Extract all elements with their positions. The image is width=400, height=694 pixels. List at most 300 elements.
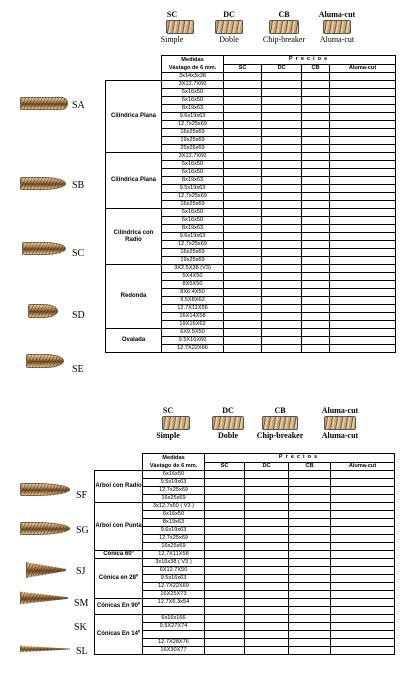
col-aluma-header: Aluma-cut <box>330 64 396 73</box>
price-cell <box>330 169 396 177</box>
price-cell <box>302 273 330 281</box>
price-cell <box>245 503 289 511</box>
price-cell <box>331 631 395 639</box>
table-row <box>95 551 395 559</box>
medidas-header: Medidas Vástago de 6 mm. <box>162 56 224 73</box>
col-sc-header: SC <box>224 64 262 73</box>
col-dc-header: DC <box>262 64 302 73</box>
price-cell <box>331 623 395 631</box>
price-cell <box>224 81 262 89</box>
price-cell <box>331 583 395 591</box>
price-cell <box>205 607 245 615</box>
col-aluma-header: Aluma-cut <box>331 462 395 471</box>
cut-cb <box>252 406 308 440</box>
price-cell <box>224 297 262 305</box>
price-cell <box>331 511 395 519</box>
price-cell <box>224 145 262 153</box>
price-cell <box>262 297 302 305</box>
cut-code: DC <box>222 406 234 415</box>
price-cell <box>245 575 289 583</box>
measure-cell: 25x26x69 <box>162 145 224 153</box>
measure-cell: 12.7X11X56 <box>162 305 224 313</box>
price-cell <box>330 273 396 281</box>
price-cell <box>224 177 262 185</box>
price-cell <box>331 607 395 615</box>
cut-bit-image <box>162 416 190 430</box>
price-cell <box>302 129 330 137</box>
price-cell <box>224 337 262 345</box>
price-cell <box>330 129 396 137</box>
cut-bit-image <box>269 20 299 34</box>
price-cell <box>289 559 331 567</box>
measure-cell: 8x19x63 <box>162 105 224 113</box>
price-cell <box>330 177 396 185</box>
measure-cell: 9.6x19x63 <box>162 233 224 241</box>
tool-code-label: SM <box>74 598 89 609</box>
measure-cell: 16x25x69 <box>162 201 224 209</box>
price-cell <box>205 551 245 559</box>
price-cell <box>302 337 330 345</box>
price-cell <box>302 145 330 153</box>
measure-cell: 6x16x50 <box>162 97 224 105</box>
price-cell <box>302 73 330 81</box>
table-row <box>95 503 395 511</box>
price-cell <box>289 647 331 655</box>
price-cell <box>330 257 396 265</box>
col-dc-header: DC <box>245 462 289 471</box>
price-cell <box>262 73 302 81</box>
measure-cell: 9.5x19x63 <box>143 479 205 487</box>
price-cell <box>302 313 330 321</box>
price-cell <box>330 289 396 297</box>
price-cell <box>245 583 289 591</box>
measure-cell: 9.6x19x63 <box>143 527 205 535</box>
price-cell <box>330 145 396 153</box>
price-cell <box>330 185 396 193</box>
price-cell <box>331 487 395 495</box>
price-cell <box>330 281 396 289</box>
price-cell <box>262 105 302 113</box>
price-cell <box>302 185 330 193</box>
price-cell <box>262 241 302 249</box>
cut-aluma <box>312 10 362 44</box>
tool-code-label: SB <box>72 180 85 191</box>
price-cell <box>331 503 395 511</box>
price-cell <box>205 495 245 503</box>
measure-cell: 6x16x50 <box>162 169 224 177</box>
measure-cell: 8x19x63 <box>162 225 224 233</box>
price-cell <box>331 479 395 487</box>
tool-code-label: SE <box>72 364 84 375</box>
price-cell <box>330 337 396 345</box>
price-cell <box>302 257 330 265</box>
group-name-cell: Arbol con Radio <box>95 471 143 503</box>
measure-cell: 3x12,7x50 ( V3 ) <box>143 503 205 511</box>
price-cell <box>302 193 330 201</box>
price-cell <box>302 345 330 353</box>
price-cell <box>224 73 262 81</box>
price-cell <box>205 599 245 607</box>
price-cell <box>330 233 396 241</box>
price-cell <box>330 225 396 233</box>
measure-cell: 6x16x50 <box>143 511 205 519</box>
price-cell <box>245 471 289 479</box>
price-cell <box>205 567 245 575</box>
price-cell <box>262 305 302 313</box>
price-cell <box>205 583 245 591</box>
price-cell <box>289 615 331 623</box>
price-cell <box>205 591 245 599</box>
price-cell <box>331 495 395 503</box>
table-row <box>106 153 396 161</box>
price-cell <box>224 153 262 161</box>
col-sc-header: SC <box>205 462 245 471</box>
price-cell <box>205 559 245 567</box>
price-cell <box>302 329 330 337</box>
measure-cell: 16X30X77 <box>143 647 205 655</box>
price-cell <box>224 97 262 105</box>
price-cell <box>224 161 262 169</box>
measure-cell: 5x16x50 <box>162 161 224 169</box>
measure-cell: 6x16x166 <box>143 615 205 623</box>
cut-bit-image <box>166 20 194 34</box>
price-cell <box>245 607 289 615</box>
price-cell <box>224 225 262 233</box>
price-cell <box>262 177 302 185</box>
price-cell <box>262 113 302 121</box>
measure-cell <box>143 607 205 615</box>
measure-cell: 6x16x50 <box>162 217 224 225</box>
price-cell <box>224 241 262 249</box>
measure-cell: 9.5x19x63 <box>162 185 224 193</box>
price-cell <box>224 113 262 121</box>
col-cb-header: CB <box>289 462 331 471</box>
price-cell <box>205 503 245 511</box>
measure-cell <box>143 631 205 639</box>
price-cell <box>289 511 331 519</box>
price-cell <box>262 145 302 153</box>
price-cell <box>245 623 289 631</box>
price-cell <box>245 535 289 543</box>
price-cell <box>245 527 289 535</box>
price-cell <box>289 639 331 647</box>
price-cell <box>330 305 396 313</box>
measure-cell: 8X6.4X50 <box>162 289 224 297</box>
price-cell <box>302 177 330 185</box>
price-cell <box>330 97 396 105</box>
cut-cb <box>258 10 310 44</box>
measure-cell: 3x14x3x38 <box>162 73 224 81</box>
price-cell <box>331 559 395 567</box>
price-cell <box>289 543 331 551</box>
price-cell <box>302 209 330 217</box>
price-cell <box>262 249 302 257</box>
group-name-cell: Cónica 60º <box>95 551 143 559</box>
price-cell <box>245 543 289 551</box>
cut-bit-image <box>323 20 351 34</box>
price-cell <box>205 647 245 655</box>
price-cell <box>331 543 395 551</box>
measure-cell: 12.7X22X66 <box>162 345 224 353</box>
table-row <box>95 471 395 479</box>
price-cell <box>289 471 331 479</box>
price-cell <box>245 487 289 495</box>
price-cell <box>302 121 330 129</box>
price-cell <box>224 321 262 329</box>
measure-cell: 12,7x25x69 <box>143 487 205 495</box>
price-cell <box>289 567 331 575</box>
price-cell <box>331 527 395 535</box>
measure-cell: 16x25x69 <box>143 543 205 551</box>
measure-cell: 19X16X62 <box>162 321 224 329</box>
measure-cell: 3X2,5X38 (V3) <box>162 265 224 273</box>
cut-name: Doble <box>218 431 238 440</box>
price-cell <box>330 265 396 273</box>
price-cell <box>331 639 395 647</box>
cut-name: Simple <box>160 35 184 44</box>
measure-cell: 12.7X22X69 <box>143 583 205 591</box>
price-cell <box>330 241 396 249</box>
table-row <box>106 329 396 337</box>
measure-cell: 16X25X73 <box>143 591 205 599</box>
price-cell <box>245 479 289 487</box>
group-name-cell: Cilíndrica Plana <box>106 81 162 153</box>
price-cell <box>302 137 330 145</box>
price-cell <box>330 161 396 169</box>
price-cell <box>224 193 262 201</box>
price-cell <box>289 479 331 487</box>
price-cell <box>205 519 245 527</box>
measure-cell: 6X12.7X50 <box>143 567 205 575</box>
measure-cell: 8x19x63 <box>143 519 205 527</box>
measure-cell: 16x25x69 <box>143 495 205 503</box>
tool-code-label: SG <box>76 525 89 536</box>
price-cell <box>262 129 302 137</box>
price-cell <box>330 209 396 217</box>
price-cell <box>245 551 289 559</box>
price-cell <box>330 137 396 145</box>
price-cell <box>289 495 331 503</box>
price-cell <box>331 599 395 607</box>
price-cell <box>245 511 289 519</box>
price-cell <box>262 169 302 177</box>
tool-code-label: SJ <box>76 566 86 577</box>
cut-code: SC <box>162 406 174 415</box>
price-cell <box>245 615 289 623</box>
measure-cell: 12,7x25x69 <box>143 535 205 543</box>
group-name-cell: Ovalada <box>106 329 162 353</box>
price-cell <box>289 583 331 591</box>
cut-dc <box>210 10 248 44</box>
price-cell <box>262 97 302 105</box>
cut-name: Aluma-cut <box>321 431 359 440</box>
measure-cell: 9.6x19x63 <box>162 113 224 121</box>
measure-cell: 5X4X50 <box>162 273 224 281</box>
burr-sf-image <box>20 483 70 496</box>
price-cell <box>262 185 302 193</box>
measure-cell: 9.5X16X60 <box>162 337 224 345</box>
group-name-cell: Redonda <box>106 265 162 329</box>
price-cell <box>289 551 331 559</box>
price-cell <box>262 201 302 209</box>
price-cell <box>330 217 396 225</box>
price-cell <box>330 89 396 97</box>
price-cell <box>289 503 331 511</box>
burr-sa-image <box>20 97 68 110</box>
price-cell <box>262 281 302 289</box>
price-cell <box>224 129 262 137</box>
group-name-cell: Cilíndrica Plana <box>106 153 162 209</box>
price-cell <box>302 113 330 121</box>
price-cell <box>262 225 302 233</box>
price-table-bottom <box>94 453 395 655</box>
price-cell <box>205 631 245 639</box>
price-cell <box>289 575 331 583</box>
price-cell <box>245 559 289 567</box>
cut-code: SC <box>166 10 178 19</box>
tool-code-label: SC <box>72 248 85 259</box>
price-cell <box>330 329 396 337</box>
cut-bit-image <box>212 416 244 430</box>
price-cell <box>262 321 302 329</box>
table-row <box>95 599 395 607</box>
price-cell <box>302 97 330 105</box>
price-cell <box>205 527 245 535</box>
price-cell <box>262 313 302 321</box>
price-cell <box>205 543 245 551</box>
measure-cell: 12.7X28X76 <box>143 639 205 647</box>
price-cell <box>224 281 262 289</box>
group-name-cell: Cónica en 28º <box>95 559 143 599</box>
price-cell <box>245 591 289 599</box>
tool-code-label: SA <box>72 100 85 111</box>
cut-name: Chip-breaker <box>256 431 304 440</box>
measure-cell: 9.5x16x63 <box>143 575 205 583</box>
burr-sg-image <box>20 522 70 535</box>
price-cell <box>302 265 330 273</box>
cut-bit-image <box>262 416 298 430</box>
price-cell <box>302 161 330 169</box>
price-cell <box>245 599 289 607</box>
measure-cell: 16X14X58 <box>162 313 224 321</box>
price-cell <box>302 281 330 289</box>
price-cell <box>224 105 262 113</box>
measure-cell: 19x25x69 <box>162 137 224 145</box>
measure-cell: 16x25x69 <box>162 249 224 257</box>
price-cell <box>224 233 262 241</box>
price-cell <box>331 551 395 559</box>
medidas-header: Medidas Vástago de 6 mm. <box>143 454 205 471</box>
cut-name: Aluma-cut <box>319 35 355 44</box>
price-cell <box>302 217 330 225</box>
measure-cell: 5x16x50 <box>162 89 224 97</box>
cut-code: Aluma-cut <box>318 10 356 19</box>
measure-cell: 3x16x38 ( V3 ) <box>143 559 205 567</box>
price-cell <box>224 329 262 337</box>
measure-cell: 12,7X11X58 <box>143 551 205 559</box>
cut-sc <box>148 406 188 440</box>
measure-cell: 8x19x63 <box>162 177 224 185</box>
price-cell <box>302 169 330 177</box>
price-cell <box>224 201 262 209</box>
measure-cell: 19x25x69 <box>162 257 224 265</box>
measure-cell: 6x16x50 <box>143 471 205 479</box>
cut-name: Doble <box>219 35 239 44</box>
cut-code: DC <box>223 10 235 19</box>
burr-sj-image <box>26 560 66 580</box>
price-cell <box>262 233 302 241</box>
price-cell <box>262 329 302 337</box>
price-cell <box>245 631 289 639</box>
group-name-cell: Cónicas En 14º <box>95 615 143 655</box>
price-cell <box>302 305 330 313</box>
price-cell <box>289 599 331 607</box>
cut-code: CB <box>274 406 286 415</box>
price-cell <box>205 575 245 583</box>
col-cb-header: CB <box>302 64 330 73</box>
measure-cell: 12,7x25x69 <box>162 193 224 201</box>
price-cell <box>262 209 302 217</box>
measure-cell: 3X12,7X60 <box>162 81 224 89</box>
price-table-top <box>105 55 396 353</box>
price-cell <box>330 249 396 257</box>
price-cell <box>205 623 245 631</box>
price-cell <box>224 273 262 281</box>
price-cell <box>302 297 330 305</box>
price-cell <box>245 495 289 503</box>
price-cell <box>331 535 395 543</box>
price-cell <box>331 591 395 599</box>
price-cell <box>224 289 262 297</box>
table-row <box>106 73 396 81</box>
price-cell <box>205 511 245 519</box>
price-cell <box>302 241 330 249</box>
burr-sc-image <box>22 242 66 255</box>
price-cell <box>330 121 396 129</box>
price-cell <box>330 321 396 329</box>
price-cell <box>289 623 331 631</box>
price-cell <box>330 105 396 113</box>
price-cell <box>205 487 245 495</box>
cut-dc <box>208 406 248 440</box>
group-name-cell: Arbol con Punta <box>95 503 143 551</box>
cut-bit-image <box>215 20 243 34</box>
price-cell <box>262 337 302 345</box>
price-cell <box>289 631 331 639</box>
price-cell <box>330 345 396 353</box>
precios-header: Precios <box>224 56 396 65</box>
price-cell <box>330 193 396 201</box>
price-cell <box>224 217 262 225</box>
cut-code: CB <box>278 10 290 19</box>
price-cell <box>205 639 245 647</box>
price-cell <box>330 313 396 321</box>
price-cell <box>289 519 331 527</box>
price-cell <box>262 345 302 353</box>
price-cell <box>262 217 302 225</box>
price-cell <box>302 105 330 113</box>
price-cell <box>245 639 289 647</box>
cut-name: Chip-breaker <box>262 35 306 44</box>
measure-cell: 9.5X27X74 <box>143 623 205 631</box>
price-cell <box>224 305 262 313</box>
price-cell <box>224 209 262 217</box>
burr-sm-image <box>20 590 68 606</box>
table-row <box>95 559 395 567</box>
cut-code: Aluma-cut <box>321 406 359 415</box>
price-cell <box>289 527 331 535</box>
price-cell <box>262 121 302 129</box>
